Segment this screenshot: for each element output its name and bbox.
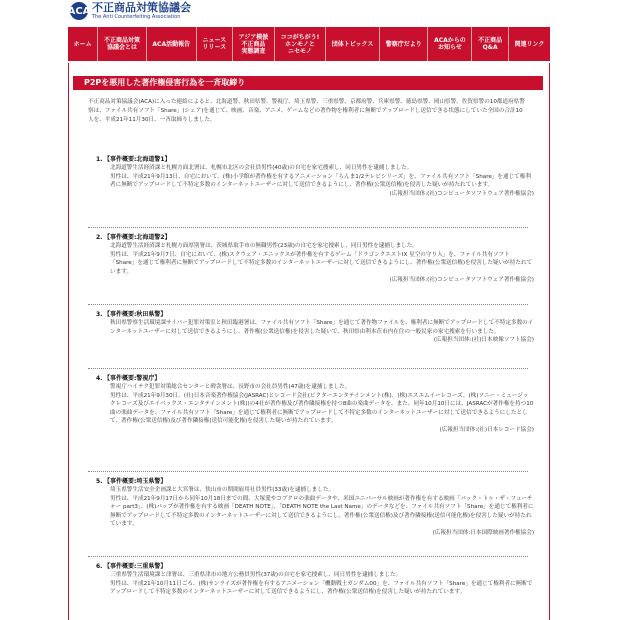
article-intro: 不正商品対策協議会(ACA)に入った連絡によると、北海道警、秋田県警、警視庁、埼玉県警、三重県警、京都府警、兵庫県警、徳島県警、岡山県警、佐賀県警の10都道府県警察は、ファイル共有ソフト「Share」(シェア)を通じて、映画、音楽、アニメ、ゲームなどの著作物を権利者に無断でアップロードし送信できる状態にしていた全国の合計10人を、平成21年11月30日、一斉取締りしました。 bbox=[88, 99, 525, 123]
case-title: 【事件概要:警視庁】 bbox=[104, 375, 161, 382]
case-1 bbox=[96, 155, 534, 199]
case-source: (広報担当団体:(社)日本レコード協会) bbox=[439, 426, 534, 433]
site-header bbox=[0, 0, 620, 24]
case-number: 3. bbox=[96, 311, 103, 318]
case-body: 秋田県警察生活環境課サイバー犯罪対策室と秋田臨港署は、ファイル共有ソフト「Share」を通じて著作物ファイルを、権利者に無断でアップロードして不特定多数のインターネットユーザーに対して送信できるようにし、著作権(公衆送信権)を侵害した疑いで、秋田県由利本荘市内在住の一般民家の家宅捜索を行いました。 bbox=[110, 320, 534, 335]
case-title: 【事件概要:三重県警】 bbox=[104, 563, 167, 570]
divider bbox=[88, 368, 528, 369]
case-body: 北海道警生活経済課と札幌方面北署は、札幌市北区の会社員男性(40歳)の自宅を家宅捜索し、同日男性を逮捕しました。 男性は、平成21年9月13日、自宅において、(株)小学館が著作権を有するアニメーション「らんま1/2テレビシリーズ」を、ファイル共有ソフト「Share」を通じて権利者に無断でアップロードして不特定多数のインターネットユーザーに対して送信できるようにし、著作権(公衆送信権)を侵害した疑いが持たれています。 bbox=[110, 165, 531, 188]
case-title: 【事件概要:北海道警1】 bbox=[104, 156, 171, 163]
nav-group-topics[interactable]: 団体トピックス bbox=[326, 27, 380, 61]
org-name[interactable]: 不正商品対策協議会 bbox=[92, 1, 191, 14]
case-number: 4. bbox=[96, 375, 103, 382]
nav-news-release[interactable]: ニュース リリース bbox=[197, 27, 233, 61]
case-source: (広報担当団体:(社)コンピュータソフトウェア著作権協会) bbox=[389, 277, 534, 283]
nav-qa[interactable]: 不正商品 Q&A bbox=[472, 27, 508, 61]
divider bbox=[88, 227, 528, 228]
case-title: 【事件概要:埼玉県警】 bbox=[104, 478, 167, 485]
case-number: 6. bbox=[96, 563, 103, 570]
case-4 bbox=[96, 374, 534, 435]
nav-about[interactable]: 不正商品対策 協議会とは bbox=[98, 27, 146, 61]
org-name-en: The Anti Counterfeiting Association bbox=[92, 14, 181, 20]
case-3 bbox=[96, 310, 534, 345]
case-source: (広報担当団体:日本国際映画著作権協会) bbox=[432, 529, 534, 536]
divider bbox=[88, 556, 528, 557]
nav-activity-report[interactable]: ACA活動報告 bbox=[147, 27, 197, 61]
case-body: 北海道警生活経済課と札幌方面厚別署は、茨城県取手市の無職男性(23歳)の自宅を家宅捜索し、同日男性を逮捕しました。 男性は、平成21年9月7日、自宅において、(株)スクウェア・エニックスが著作権を有するゲーム「ドラゴンクエストIX 星空の守り人」を、ファイル共有ソフト「Share」を通じて権利者に無断でアップロードして不特定多数のインターネットユーザーに対して送信できるようにし、著作権(公衆送信権)を侵害した疑いが持たれています。 bbox=[110, 243, 533, 275]
nav-aca-notice[interactable]: ACAからの お知らせ bbox=[428, 27, 472, 61]
case-2 bbox=[96, 233, 534, 285]
article-title: P2Pを悪用した著作権侵害行為を一斉取締り bbox=[84, 78, 246, 87]
case-6 bbox=[96, 562, 534, 597]
case-number: 5. bbox=[96, 478, 103, 485]
case-title: 【事件概要:秋田県警】 bbox=[104, 311, 167, 318]
nav-asia-survey[interactable]: アジア模倣 不正商品 実態調査 bbox=[233, 27, 275, 61]
case-5 bbox=[96, 477, 534, 538]
main-nav bbox=[68, 27, 550, 61]
case-number: 1. bbox=[96, 156, 103, 163]
nav-home[interactable]: ホーム bbox=[68, 27, 98, 61]
nav-links[interactable]: 関連リンク bbox=[514, 40, 545, 48]
divider bbox=[88, 304, 528, 305]
nav-real-vs-fake[interactable]: ココがちがう! ホンモノと ニセモノ bbox=[275, 27, 326, 61]
aca-logo[interactable]: ACA bbox=[70, 2, 88, 20]
case-body: 埼玉県警生活安全企画課と大宮署は、狭山市の期間雇用社員男性(33歳)を逮捕しました。 男性は、平成21年9月17日から同年10月18日までの間、大塚愛やコブクロの楽曲データや、米国ユニバーサル映画が著作権を有する映画「バック・トゥ・ザ・フューチャー part3」、(株)バップが著作権を有する映画「DEATH NOTE」、「DEATH NOTE the Last Name」のデータなどを、ファイル共有ソフト「Share」を通じて権利者に無断でアップロードして不特定多数のインターネットユーザーに対して送信できるようにし、著作権(公衆送信権)及び著作隣接権(送信可能化権)を侵害した疑いが持たれています。 bbox=[110, 487, 534, 527]
case-body: 三重県警生活環境課と津署は、三重県津市の地方公務員男性(37歳)の自宅を家宅捜索し、同日男性を逮捕しました。 男性は、平成21年10月11日ごろ、(株)サンライズが著作権を有するアニメーション「機動戦士ガンダム00」を、ファイル共有ソフト「Share」を通じて権利者に無断でアップロードして不特定多数のインターネットユーザーに対して送信できるようにし、著作権(公衆送信権)を侵害した疑いが持たれています。 bbox=[110, 572, 533, 595]
case-title: 【事件概要:北海道警2】 bbox=[104, 234, 171, 241]
case-source: (広報担当団体:(社)コンピュータソフトウェア著作権協会) bbox=[389, 190, 534, 197]
case-body: 警視庁ハイテク犯罪対策総合センターと碑衾署は、長野市の会社員男性(47歳)を逮捕しました。 男性は、平成21年9月30日、(社)日本音楽著作権協会(JASRAC)とレコード会社(ビクターエンタテインメント(株)、(株)エスエムイーレコーズ、(株)ソニー・ミュージックレコーズ及びエイベックス・エンタテインメント(株))の4社が著作権及び著作隣接権を持つ8曲の楽曲データを、また、同年10月10日には、JASRACが著作権を持つ10曲の楽曲データを、ファイル共有ソフト「Share」を通じて権利者に無断でアップロードして不特定多数のインターネットユーザーに対して送信できるようにしたとして、著作権(公衆送信権)及び著作隣接権(送信可能化権)を侵害した疑いが持たれています。 bbox=[110, 384, 534, 424]
case-source: (広報担当団体:(社)日本映像ソフト協会) bbox=[433, 337, 534, 343]
nav-police-news[interactable]: 警察庁だより bbox=[380, 27, 428, 61]
divider bbox=[88, 471, 528, 472]
case-number: 2. bbox=[96, 234, 103, 241]
